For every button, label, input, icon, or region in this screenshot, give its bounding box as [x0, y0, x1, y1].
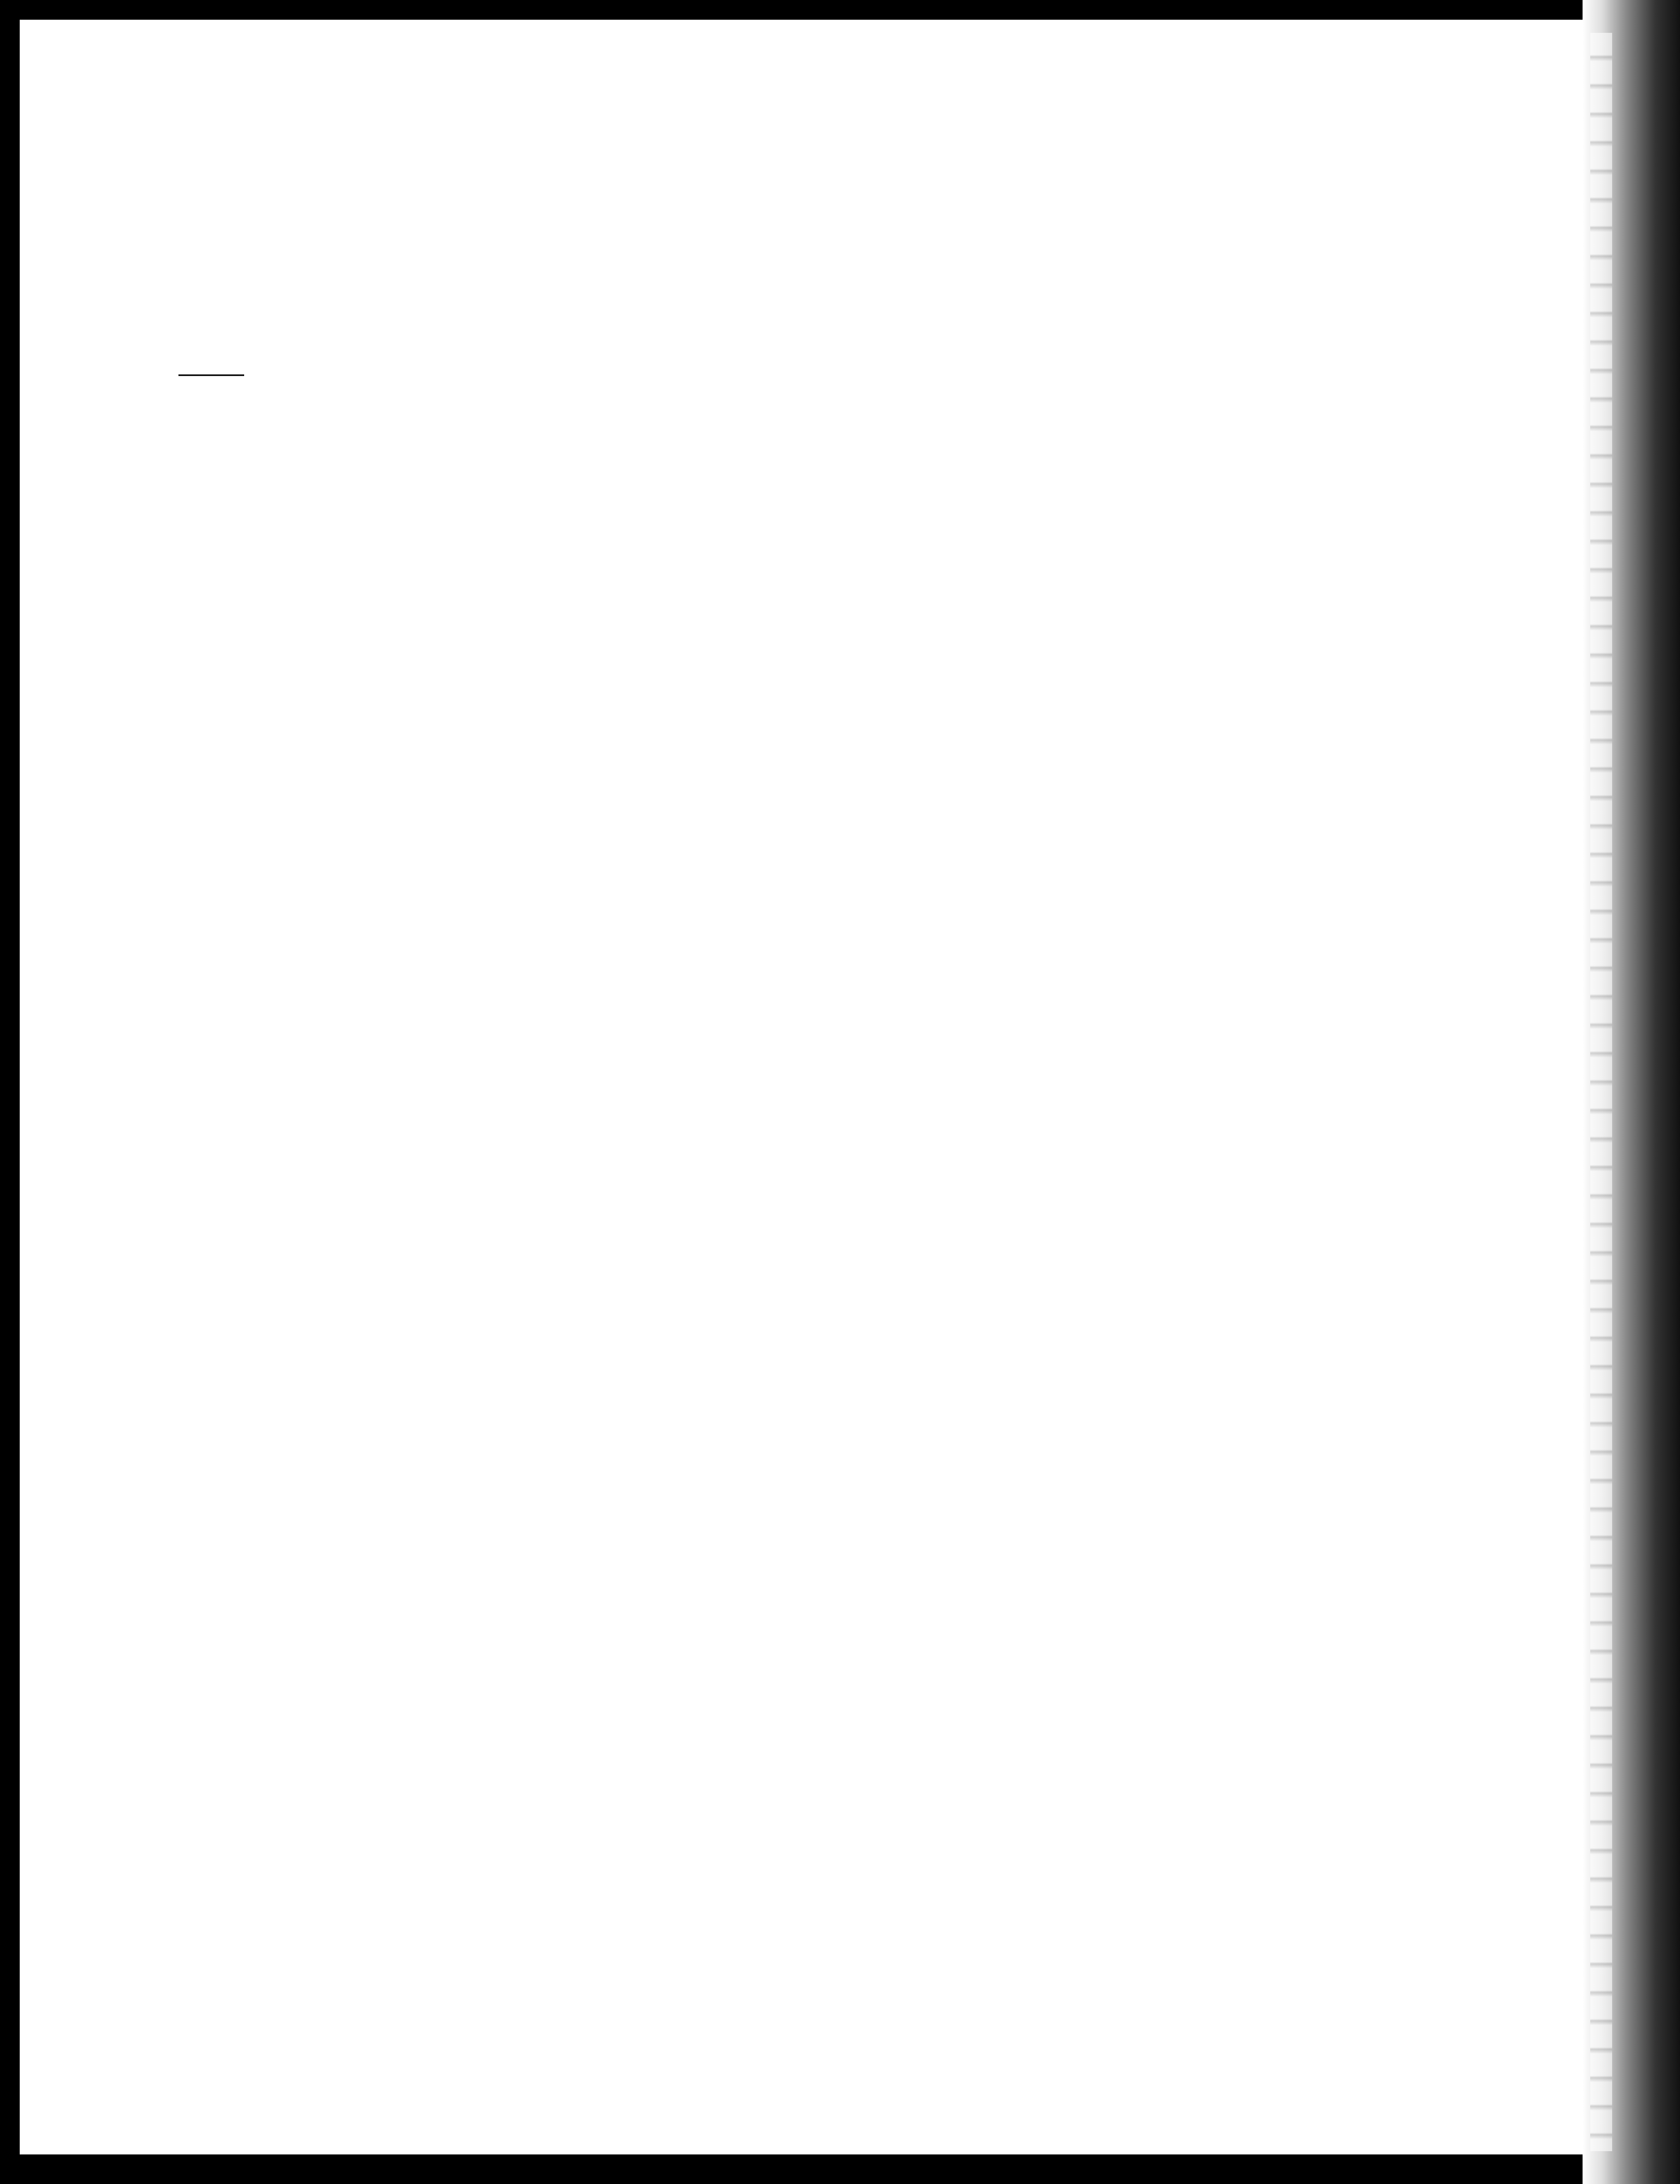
index-entry [178, 307, 636, 334]
page-edge-texture [1590, 33, 1612, 2151]
book-page [20, 20, 1583, 2154]
repeat-dash [178, 374, 244, 376]
index-entry [178, 280, 636, 307]
entry-text [178, 360, 250, 387]
index-entry [178, 360, 636, 387]
index-entry [178, 333, 636, 360]
